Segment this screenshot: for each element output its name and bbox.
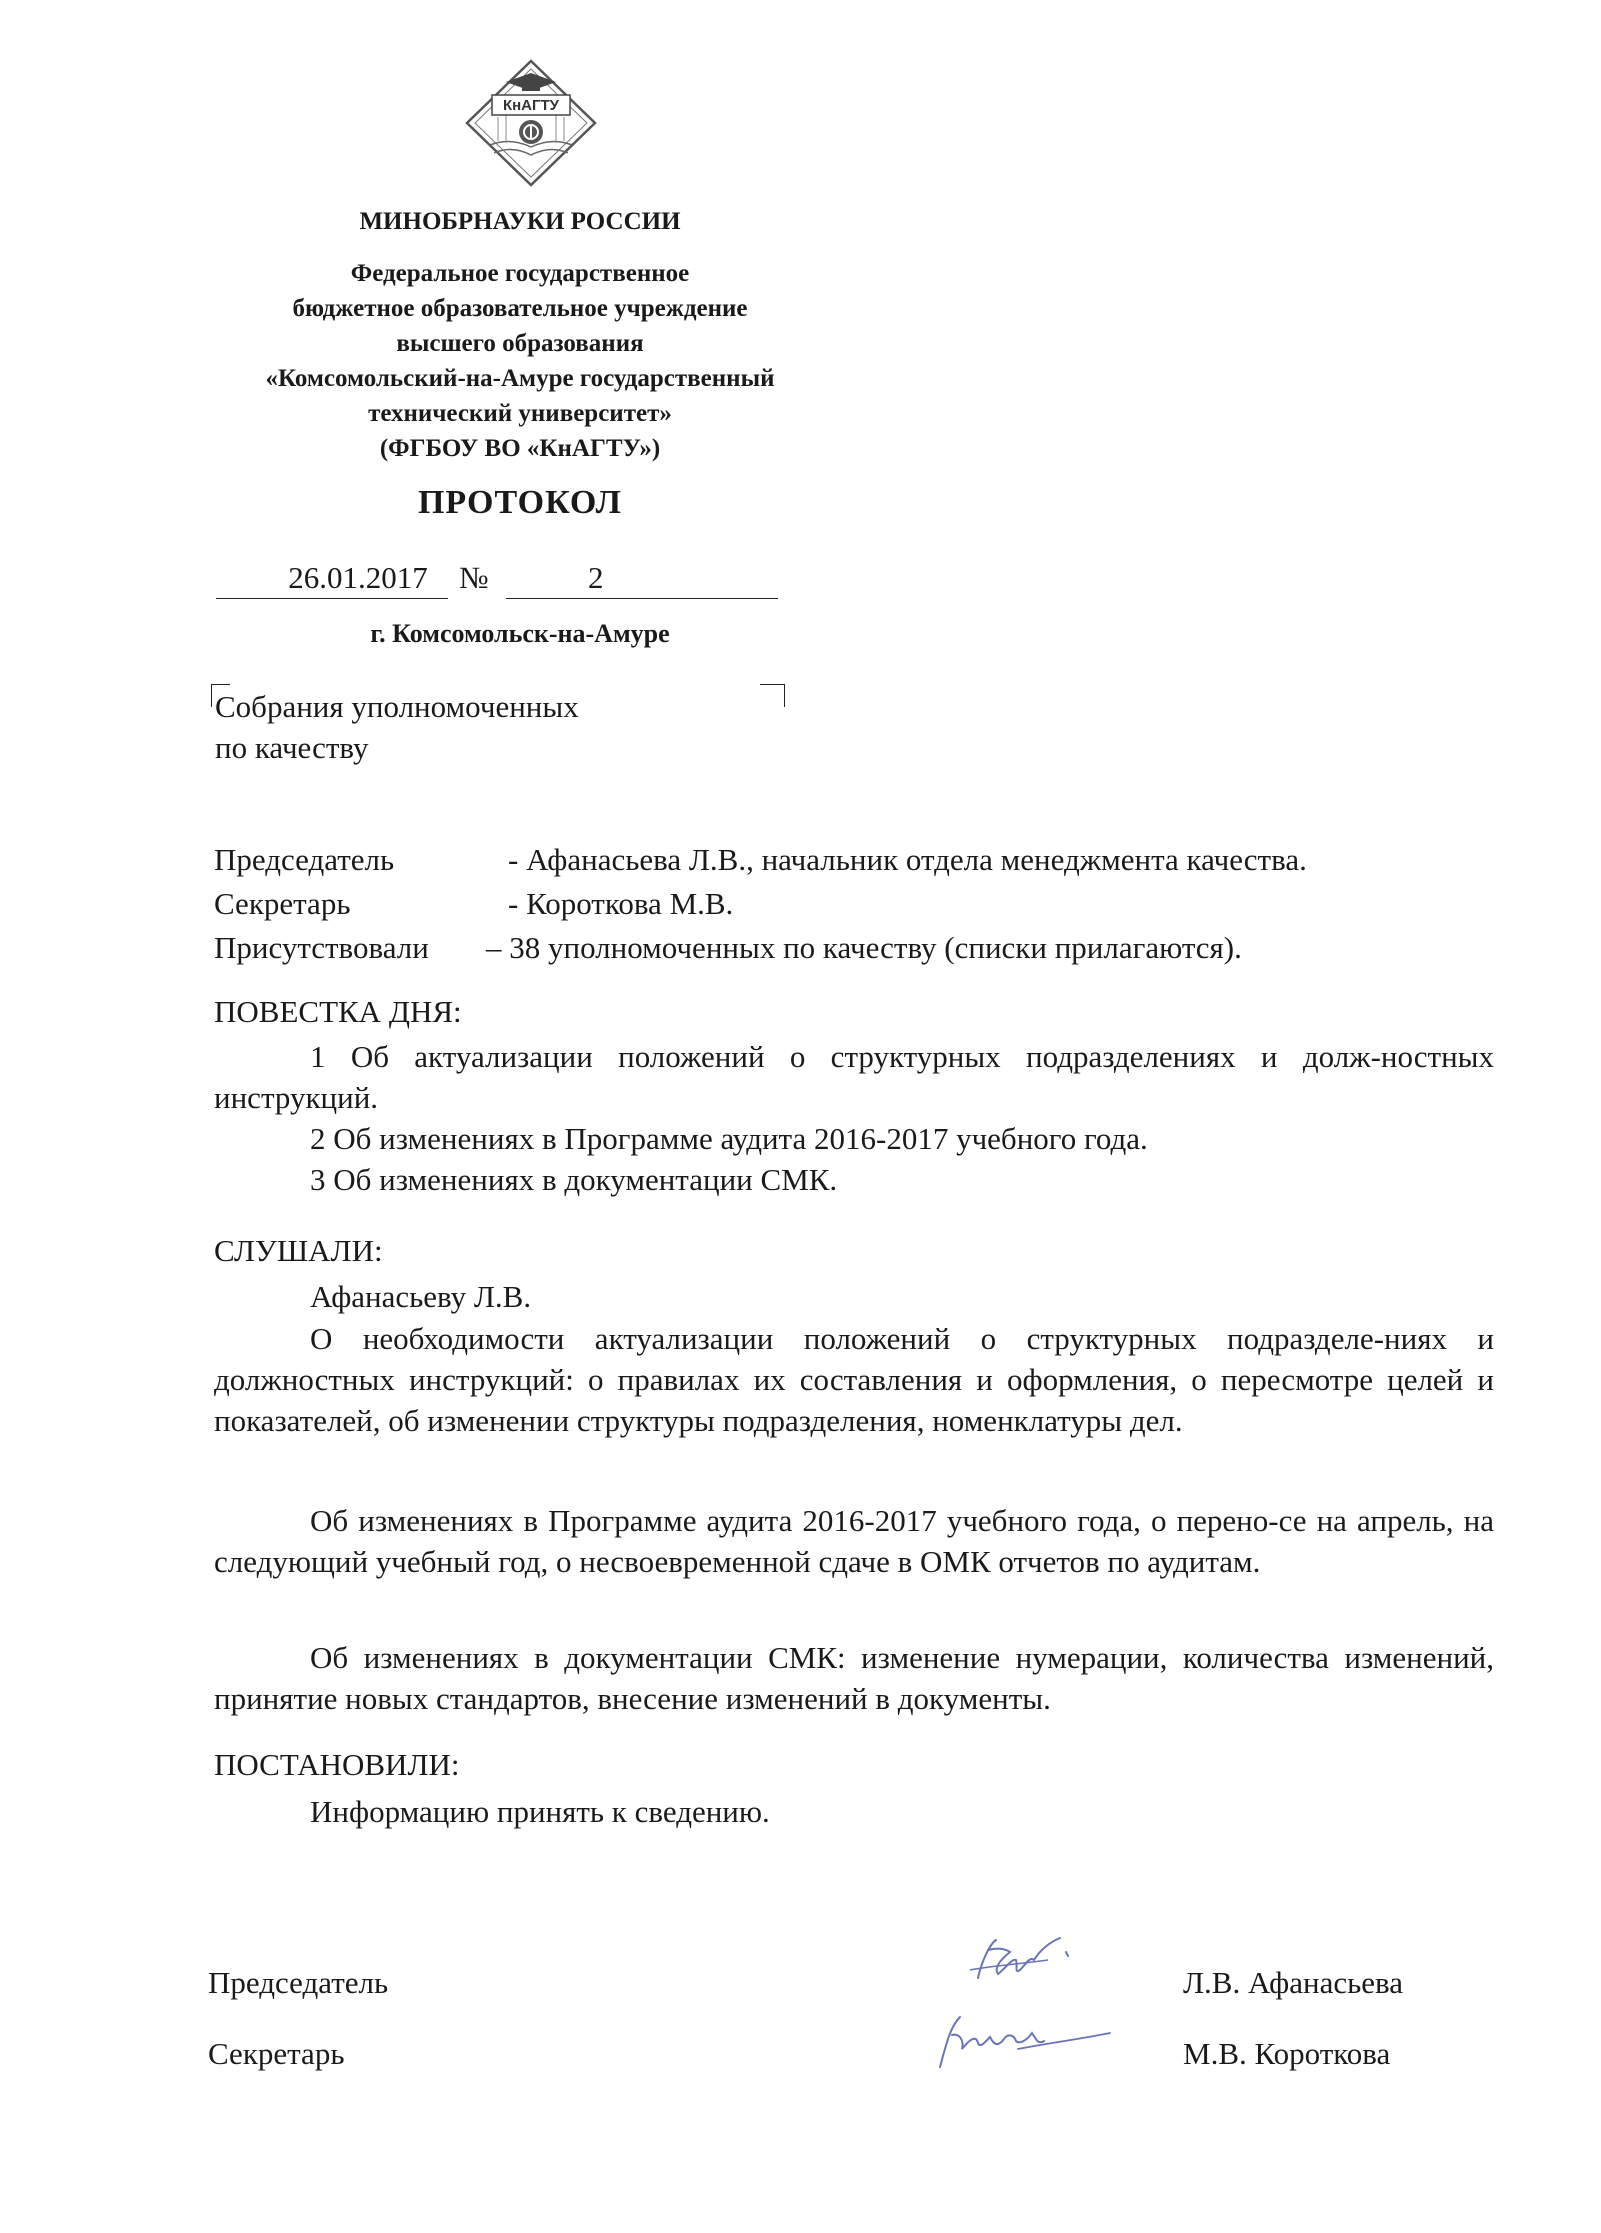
agenda-item: 1 Об актуализации положений о структурных подразделениях и долж-ностных инструкций. — [214, 1039, 1494, 1115]
document-type: ПРОТОКОЛ — [417, 484, 623, 521]
signature-name: Л.В. Афанасьева — [1183, 1965, 1403, 2000]
secretary-label: Секретарь — [214, 886, 351, 921]
date-field — [216, 560, 448, 599]
org-line: бюджетное образовательное учреждение — [292, 295, 748, 322]
signature-name: М.В. Короткова — [1183, 2036, 1391, 2071]
subject-line: по качеству — [215, 730, 369, 765]
org-line: (ФГБОУ ВО «КнАГТУ») — [379, 435, 661, 462]
resolved-heading: ПОСТАНОВИЛИ: — [214, 1747, 460, 1782]
heard-heading: СЛУШАЛИ: — [214, 1233, 383, 1268]
heard-paragraph: Об изменениях в Программе аудита 2016-2017 учебного года, о перено-се на апрель, на следующий учебный год, о несвоевременной сдаче в ОМК отчетов по аудитам. — [214, 1503, 1494, 1579]
document-subject — [215, 686, 579, 768]
logo-text: КнАГТУ — [502, 97, 560, 114]
resolved-text: Информацию принять к сведению. — [310, 1794, 770, 1829]
subject-line: Собрания уполномоченных — [215, 689, 579, 724]
city: г. Комсомольск-на-Амуре — [370, 619, 670, 648]
signature-role: Председатель — [208, 1965, 389, 2000]
org-line: Федеральное государственное — [350, 260, 690, 287]
secretary-signature — [920, 2005, 1120, 2075]
org-line: технический университет» — [368, 400, 672, 427]
heard-paragraph: О необходимости актуализации положений о структурных подразделе-ниях и должностных инструкций: о правилах их составления и оформления, о пересмотре целей и показателей, об изменении структуры подразделения, номенклатуры дел. — [214, 1321, 1494, 1438]
number-field — [506, 560, 778, 599]
agenda-list — [214, 1036, 1494, 1200]
agenda-heading: ПОВЕСТКА ДНЯ: — [214, 994, 462, 1029]
present-label: Присутствовали — [214, 930, 429, 965]
org-line: высшего образования — [396, 330, 644, 357]
signature-role: Секретарь — [208, 2036, 345, 2071]
title-corner-mark — [760, 684, 785, 707]
document-number: 2 — [588, 560, 604, 595]
agenda-item: 3 Об изменениях в документации СМК. — [310, 1162, 838, 1197]
chair-signature — [960, 1930, 1110, 1990]
ministry-name: МИНОБРНАУКИ РОССИИ — [359, 208, 681, 235]
agenda-item: 2 Об изменениях в Программе аудита 2016-2017 учебного года. — [310, 1121, 1148, 1156]
university-logo — [462, 57, 600, 189]
secretary-value: - Короткова М.В. — [508, 886, 734, 921]
org-line: «Комсомольский-на-Амуре государственный — [265, 365, 775, 392]
present-value: – 38 уполномоченных по качеству (списки прилагаются). — [486, 930, 1242, 965]
document-date: 26.01.2017 — [288, 560, 428, 595]
number-sign: № — [459, 560, 489, 595]
organization-name — [190, 256, 850, 466]
heard-paragraph: Об изменениях в документации СМК: изменение нумерации, количества изменений, принятие новых стандартов, внесение изменений в документы. — [214, 1640, 1494, 1716]
chair-value: - Афанасьева Л.В., начальник отдела менеджмента качества. — [508, 842, 1307, 877]
chair-label: Председатель — [214, 842, 395, 877]
heard-speaker: Афанасьеву Л.В. — [310, 1279, 532, 1314]
